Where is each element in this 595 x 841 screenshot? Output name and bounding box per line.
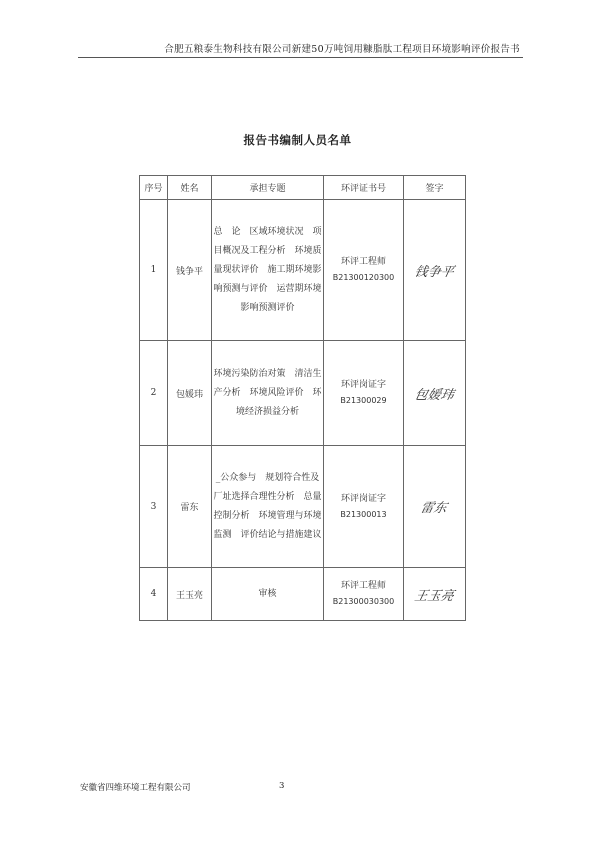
handwritten-signature: 雷东 [419, 501, 449, 516]
staff-table [139, 175, 466, 621]
header-signature: 签字 [404, 176, 466, 200]
header-no: 序号 [140, 176, 168, 200]
row-signature [404, 568, 466, 621]
row-cert [324, 341, 404, 446]
header-name: 姓名 [168, 176, 212, 200]
table-row [140, 200, 466, 341]
row-name: 王玉亮 [168, 568, 212, 621]
cert-number: B21300120300 [332, 273, 395, 282]
header-rule [78, 57, 523, 58]
handwritten-signature: 钱争平 [412, 264, 456, 280]
row-no: 1 [140, 200, 168, 341]
page-number: 3 [279, 781, 285, 791]
row-name: 钱争平 [168, 200, 212, 341]
handwritten-signature: 包媛玮 [412, 387, 456, 403]
row-no: 2 [140, 341, 168, 446]
row-name: 包媛玮 [168, 341, 212, 446]
header-cert: 环评证书号 [324, 176, 404, 200]
row-no: 4 [140, 568, 168, 621]
row-signature [404, 341, 466, 446]
row-signature [404, 446, 466, 568]
row-signature [404, 200, 466, 341]
cert-title: 环评岗证字 [340, 380, 386, 390]
table-row [140, 568, 466, 621]
row-name: 雷东 [168, 446, 212, 568]
row-cert [324, 446, 404, 568]
table-header-row [140, 176, 466, 200]
table-row [140, 341, 466, 446]
cert-number: B21300013 [340, 509, 387, 519]
row-topic: _公众参与 规划符合性及厂址选择合理性分析 总量控制分析 环境管理与环境监测 评价结论与措施建议 [212, 446, 324, 568]
cert-title: 环评岗证字 [340, 493, 386, 504]
cert-title: 环评工程师 [340, 257, 386, 267]
row-topic: 环境污染防治对策 清洁生产分析 环境风险评价 环境经济损益分析 [212, 341, 324, 446]
row-cert [324, 200, 404, 341]
document-title: 报告书编制人员名单 [243, 133, 352, 147]
row-topic: 审核 [212, 568, 324, 621]
table-row [140, 446, 466, 568]
cert-title: 环评工程师 [340, 581, 386, 591]
footer-company: 安徽省四维环境工程有限公司 [80, 783, 191, 793]
cert-number: B21300030300 [332, 597, 395, 606]
header-topic: 承担专题 [212, 176, 324, 200]
cert-number: B21300029 [340, 396, 387, 405]
running-header: 合肥五粮泰生物科技有限公司新建50万吨饲用糠脂肽工程项目环境影响评价报告书 [164, 44, 520, 55]
row-topic: 总 论 区域环境状况 项目概况及工程分析 环境质量现状评价 施工期环境影响预测与评价 运营期环境影响预测评价 [212, 200, 324, 341]
row-cert [324, 568, 404, 621]
row-no: 3 [140, 446, 168, 568]
handwritten-signature: 王玉亮 [412, 588, 456, 604]
